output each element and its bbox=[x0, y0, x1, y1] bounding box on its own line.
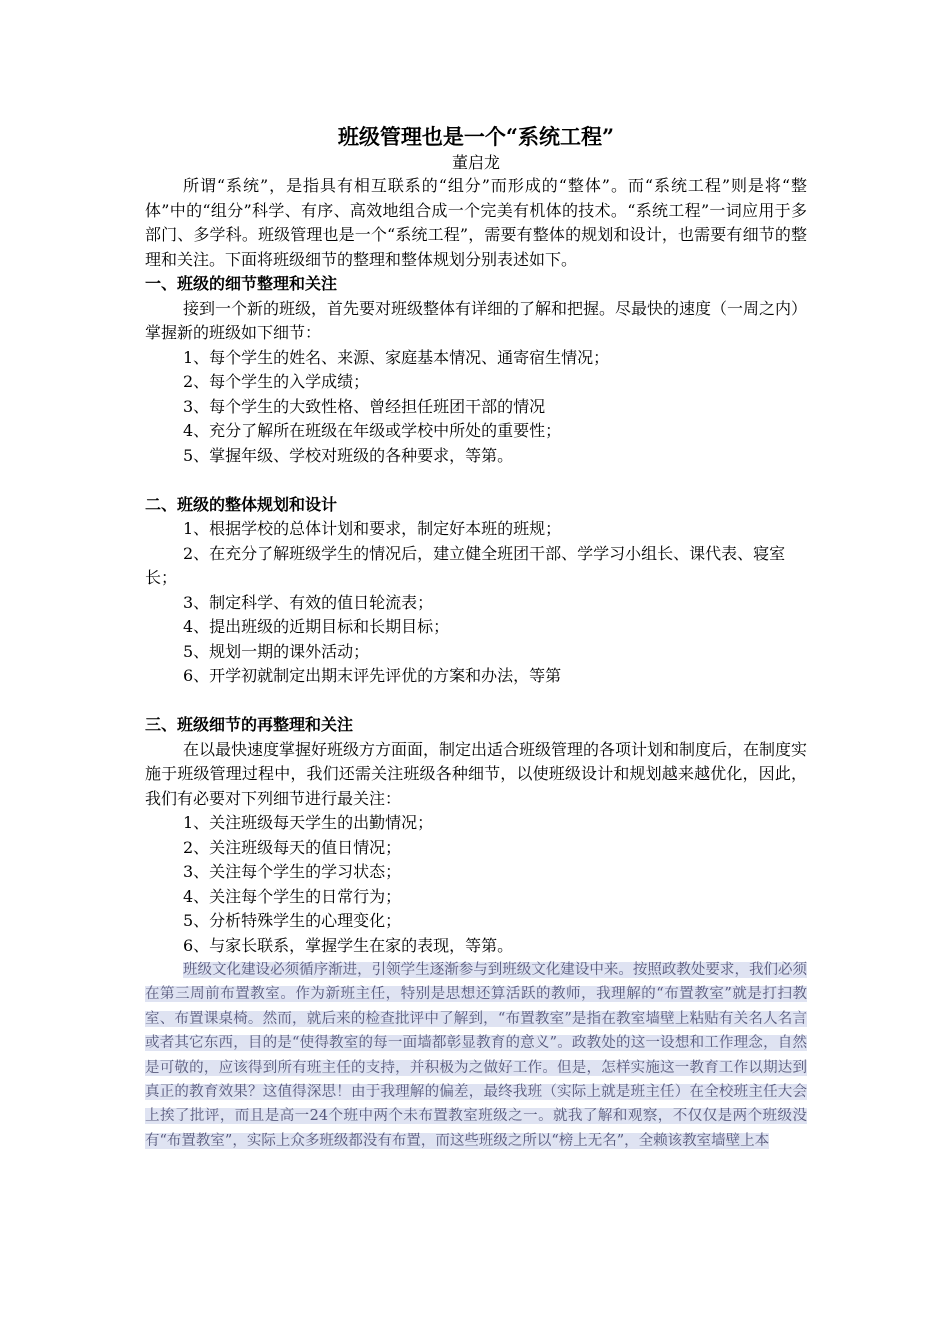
list-item: 5、掌握年级、学校对班级的各种要求，等第。 bbox=[183, 445, 514, 465]
document-body bbox=[145, 122, 807, 1153]
document-author: 董启龙 bbox=[451, 153, 500, 172]
section-3-heading: 三、班级细节的再整理和关注 bbox=[145, 715, 354, 734]
list-item: 6、与家长联系，掌握学生在家的表现，等第。 bbox=[183, 935, 514, 955]
blank-line bbox=[145, 468, 807, 493]
intro-paragraph: 所谓“系统”，是指具有相互联系的“组分”而形成的“整体”。而“系统工程”则是将“整体”中的“组分”科学、有序、高效地组合成一个完美有机体的技术。“系统工程”一词应用于多部门、多学科。班级管理也是一个“系统工程”，需要有整体的规划和设计，也需要有细节的整理和关注。下面将班级细节的整理和整体规划分别表述如下。 bbox=[145, 176, 807, 269]
section-2-heading: 二、班级的整体规划和设计 bbox=[145, 494, 338, 514]
list-item: 2、关注班级每天的值日情况； bbox=[183, 837, 402, 857]
list-item: 6、开学初就制定出期末评先评优的方案和办法，等第 bbox=[183, 666, 562, 685]
list-item: 4、关注每个学生的日常行为； bbox=[183, 886, 402, 906]
list-item: 2、在充分了解班级学生的情况后，建立健全班团干部、学学习小组长、课代表、寝室长； bbox=[145, 543, 786, 587]
section-1-paragraph: 接到一个新的班级，首先要对班级整体有详细的了解和把握。尽最快的速度（一周之内）掌握新的班级如下细节： bbox=[145, 298, 808, 342]
list-item: 4、提出班级的近期目标和长期目标； bbox=[183, 617, 450, 636]
list-item: 1、关注班级每天学生的出勤情况； bbox=[183, 813, 434, 832]
list-item: 5、规划一期的课外活动； bbox=[183, 641, 370, 661]
list-item: 3、每个学生的大致性格、曾经担任班团干部的情况 bbox=[183, 396, 546, 416]
section-3-paragraph: 在以最快速度掌握好班级方方面面，制定出适合班级管理的各项计划和制度后，在制度实施于班级管理过程中，我们还需关注班级各种细节，以使班级设计和规划越来越优化，因此，我们有必要对下列细节进行最关注： bbox=[145, 739, 808, 808]
list-item: 3、关注每个学生的学习状态； bbox=[183, 862, 402, 881]
list-item: 1、根据学校的总体计划和要求，制定好本班的班规； bbox=[183, 519, 562, 538]
list-item: 3、制定科学、有效的值日轮流表； bbox=[183, 592, 434, 612]
document-title: 班级管理也是一个“系统工程” bbox=[337, 124, 615, 149]
blank-line bbox=[145, 689, 807, 714]
list-item: 4、充分了解所在班级在年级或学校中所处的重要性； bbox=[183, 421, 562, 440]
list-item: 5、分析特殊学生的心理变化； bbox=[183, 911, 402, 930]
list-item: 1、每个学生的姓名、来源、家庭基本情况、通寄宿生情况； bbox=[183, 347, 610, 367]
highlighted-text: 班级文化建设必须循序渐进，引领学生逐渐参与到班级文化建设中来。按照政教处要求，我们必须在第三周前布置教室。作为新班主任，特别是思想还算活跃的教师，我理解的“布置教室”就是打扫教室、布置课桌椅。然而，就后来的检查批评中了解到，“布置教室”是指在教室墙壁上粘贴有关名人名言或者其它东西，目的是“使得教室的每一面墙都彰显教育的意义”。政教处的这一设想和工作理念，自然是可敬的，应该得到所有班主任的支持，并积极为之做好工作。但是，怎样实施这一教育工作以期达到真正的教育效果？这值得深思！由于我理解的偏差，最终我班（实际上就是班主任）在全校班主任大会上挨了批评，而且是高一24个班中两个未布置教室班级之一。就我了解和观察，不仅仅是两个班级没有“布置教室”，实际上众多班级都没有布置，而这些班级之所以“榜上无名”，全赖该教室墙壁上本 bbox=[145, 962, 807, 1149]
highlighted-paragraph bbox=[145, 958, 807, 1153]
section-1-heading: 一、班级的细节整理和关注 bbox=[145, 274, 338, 293]
list-item: 2、每个学生的入学成绩； bbox=[183, 372, 370, 391]
